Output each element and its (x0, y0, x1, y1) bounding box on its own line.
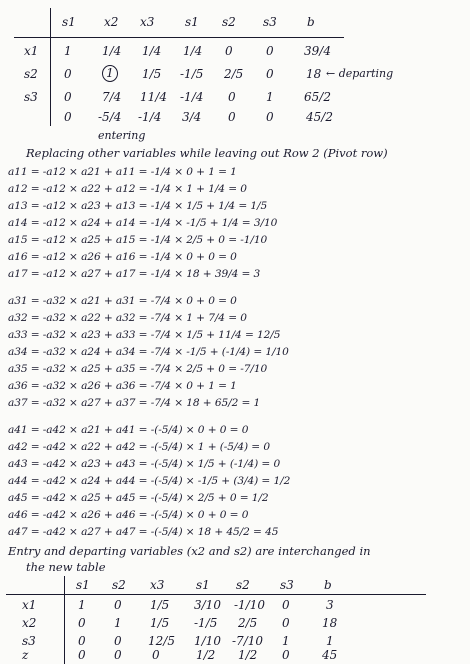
equation-line: a13 = -a12 × a23 + a13 = -1/4 × 1/5 + 1/4 = 1/5 (8, 200, 268, 212)
pivot-element: 1 (102, 65, 118, 82)
table2-cell: 45 (322, 648, 338, 662)
table2-cell: 0 (78, 648, 86, 662)
table1-header: b (307, 15, 315, 29)
table2-cell: 1 (114, 616, 122, 630)
table2-header: b (324, 578, 332, 592)
table2-cell: 0 (282, 616, 290, 630)
interchange-note-line2: the new table (26, 560, 106, 574)
equation-line: a14 = -a12 × a24 + a14 = -1/4 × -1/5 + 1/4 = 3/10 (8, 217, 278, 229)
equation-line: a17 = -a12 × a27 + a17 = -1/4 × 18 + 39/4 = 3 (8, 268, 261, 280)
table2-row-label: s3 (22, 634, 36, 648)
table2-cell: 1/2 (238, 648, 258, 662)
equation-line: a31 = -a32 × a21 + a31 = -7/4 × 0 + 0 = 0 (8, 295, 237, 307)
equation-line: a35 = -a32 × a25 + a35 = -7/4 × 2/5 + 0 = -7/10 (8, 363, 268, 375)
table1-cell: 2/5 (224, 67, 244, 81)
table2-header: x3 (150, 578, 165, 592)
equation-line: a47 = -a42 × a27 + a47 = -(-5/4) × 18 + 45/2 = 45 (8, 526, 279, 538)
table2-header: s1 (196, 578, 210, 592)
table1-row-label: s2 (24, 67, 38, 81)
table2-cell: 1 (282, 634, 290, 648)
table1-cell: -1/4 (138, 110, 162, 124)
table1-cell: 1/4 (102, 44, 122, 58)
equation-line: a11 = -a12 × a21 + a11 = -1/4 × 0 + 1 = 1 (8, 166, 237, 178)
equation-line: a34 = -a32 × a24 + a34 = -7/4 × -1/5 + (-1/4) = 1/10 (8, 346, 289, 358)
table1-cell: 1/5 (142, 67, 162, 81)
table2-header: s2 (112, 578, 126, 592)
equation-line: a45 = -a42 × a25 + a45 = -(-5/4) × 2/5 + 0 = 1/2 (8, 492, 269, 504)
table2-cell: 1/5 (150, 598, 170, 612)
table2-cell: 12/5 (148, 634, 175, 648)
table2-cell: 18 (322, 616, 338, 630)
table2-cell: 0 (114, 598, 122, 612)
table1-pivot-cell (102, 65, 118, 82)
equation-line: a16 = -a12 × a26 + a16 = -1/4 × 0 + 0 = 0 (8, 251, 237, 263)
interchange-note-line1: Entry and departing variables (x2 and s2) are interchanged in (8, 544, 371, 558)
table1-cell: 45/2 (306, 110, 333, 124)
table1-cell: -1/4 (180, 90, 204, 104)
table1-cell: 65/2 (304, 90, 331, 104)
table2-header: s3 (280, 578, 294, 592)
table2-row-label: x1 (22, 598, 37, 612)
table1-cell: 0 (64, 67, 72, 81)
equation-line: a43 = -a42 × a23 + a43 = -(-5/4) × 1/5 + (-1/4) = 0 (8, 458, 281, 470)
table1-cell: 0 (266, 67, 274, 81)
equation-line: a32 = -a32 × a22 + a32 = -7/4 × 1 + 7/4 = 0 (8, 312, 247, 324)
equation-line: a44 = -a42 × a24 + a44 = -(-5/4) × -1/5 + (3/4) = 1/2 (8, 475, 291, 487)
table1-cell: 1/4 (142, 44, 162, 58)
table1-cell: 11/4 (140, 90, 167, 104)
table2-cell: 0 (152, 648, 160, 662)
table2-cell: 0 (114, 634, 122, 648)
equation-line: a36 = -a32 × a26 + a36 = -7/4 × 0 + 1 = 1 (8, 380, 237, 392)
replacing-heading: Replacing other variables while leaving out Row 2 (Pivot row) (26, 146, 388, 160)
table2-cell: 0 (78, 634, 86, 648)
table1-cell: 39/4 (304, 44, 331, 58)
table1-header-rule (14, 37, 344, 38)
equation-line: a37 = -a32 × a27 + a37 = -7/4 × 18 + 65/2 = 1 (8, 397, 261, 409)
departing-annotation: ← departing (326, 67, 394, 80)
table1-cell: -1/5 (180, 67, 204, 81)
table2-header: s2 (236, 578, 250, 592)
table1-header: x3 (140, 15, 155, 29)
equation-line: a46 = -a42 × a26 + a46 = -(-5/4) × 0 + 0 = 0 (8, 509, 249, 521)
table2-header: s1 (76, 578, 90, 592)
table1-cell: 0 (266, 44, 274, 58)
table2-cell: -7/10 (232, 634, 264, 648)
table1-header: s2 (222, 15, 236, 29)
table2-cell: 0 (282, 648, 290, 662)
equation-line: a33 = -a32 × a23 + a33 = -7/4 × 1/5 + 11/4 = 12/5 (8, 329, 281, 341)
table1-label-rule (50, 8, 51, 126)
table2-label-rule (64, 576, 65, 664)
equation-line: a15 = -a12 × a25 + a15 = -1/4 × 2/5 + 0 = -1/10 (8, 234, 268, 246)
table2-cell: 3/10 (194, 598, 221, 612)
table2-cell: -1/10 (234, 598, 266, 612)
simplex-table-initial (0, 0, 470, 142)
table1-header: s3 (263, 15, 277, 29)
equation-line: a12 = -a12 × a22 + a12 = -1/4 × 1 + 1/4 = 0 (8, 183, 247, 195)
table1-cell: 0 (266, 110, 274, 124)
table1-header: s1 (185, 15, 199, 29)
table2-cell: 3 (326, 598, 334, 612)
equation-line: a42 = -a42 × a22 + a42 = -(-5/4) × 1 + (-5/4) = 0 (8, 441, 270, 453)
table1-cell: 1 (64, 44, 72, 58)
table1-cell: 0 (64, 90, 72, 104)
table1-cell: 1 (266, 90, 274, 104)
table2-header-rule (6, 594, 426, 595)
table2-cell: 1/10 (194, 634, 221, 648)
table2-cell: 0 (114, 648, 122, 662)
table1-cell: 3/4 (182, 110, 202, 124)
table1-cell: 0 (228, 90, 236, 104)
table1-cell: 18 (306, 67, 322, 81)
table2-cell: 0 (78, 616, 86, 630)
entering-annotation: entering (98, 129, 146, 142)
table1-row-label: s3 (24, 90, 38, 104)
table2-cell: -1/5 (194, 616, 218, 630)
table2-cell: 1/2 (196, 648, 216, 662)
table1-row-label: x1 (24, 44, 39, 58)
table2-row-label: x2 (22, 616, 37, 630)
simplex-table-new (0, 576, 470, 664)
table1-cell: -5/4 (98, 110, 122, 124)
table1-cell: 0 (228, 110, 236, 124)
table1-cell: 7/4 (102, 90, 122, 104)
table1-cell: 1/4 (183, 44, 203, 58)
equation-line: a41 = -a42 × a21 + a41 = -(-5/4) × 0 + 0 = 0 (8, 424, 249, 436)
table2-cell: 1 (78, 598, 86, 612)
table1-header: x2 (104, 15, 119, 29)
table2-cell: 2/5 (238, 616, 258, 630)
table1-cell: 0 (64, 110, 72, 124)
table2-cell: 1/5 (150, 616, 170, 630)
table2-row-label: z (22, 648, 29, 662)
table2-cell: 0 (282, 598, 290, 612)
table2-cell: 1 (326, 634, 334, 648)
table1-cell: 0 (225, 44, 233, 58)
table1-header: s1 (62, 15, 76, 29)
